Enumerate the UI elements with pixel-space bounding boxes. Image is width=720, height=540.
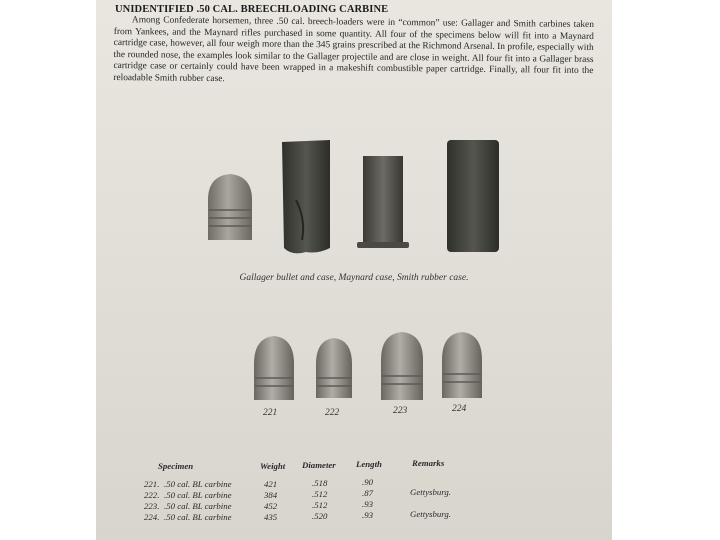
photo-caption: Gallager bullet and case, Maynard case, Smith rubber case. — [239, 273, 469, 283]
specimen-number-224: 224 — [452, 404, 467, 414]
smith-rubber-case — [447, 140, 499, 252]
book-page — [96, 0, 612, 540]
row-221-specimen: .50 cal. BL carbine — [164, 479, 232, 489]
row-223-length: .93 — [362, 499, 373, 509]
row-222-weight: 384 — [264, 490, 278, 500]
row-224-num: 224. — [144, 512, 160, 522]
header-remarks: Remarks — [412, 458, 445, 468]
section-heading: UNIDENTIFIED .50 CAL. BREECHLOADING CARBINE — [115, 4, 389, 15]
bullets-photo — [246, 328, 486, 408]
row-222-length: .87 — [362, 488, 373, 498]
row-224-remarks: Gettysburg. — [410, 509, 451, 519]
row-221-weight: 421 — [264, 479, 278, 489]
row-222-remarks: Gettysburg. — [410, 487, 451, 497]
row-224-weight: 435 — [264, 512, 278, 522]
header-length: Length — [356, 459, 382, 469]
bullet-223 — [381, 332, 423, 400]
row-224-diameter: .520 — [312, 511, 328, 521]
row-222-diameter: .512 — [312, 489, 328, 499]
row-223-specimen: .50 cal. BL carbine — [164, 501, 232, 511]
body-paragraph — [113, 15, 594, 90]
bullet-224 — [442, 332, 482, 398]
row-224-length: .93 — [362, 510, 373, 520]
gallager-case — [282, 140, 330, 253]
body-text: Among Confederate horsemen, three .50 cal. breech-loaders were in “common” use: Gallager and Smith carbines taken from Yankees, and the Maynard rifles purchased in some quantity. All four of the specimens below will fit into a Maynard cartridge case, however, all four weigh more than the 345 grains prescribed at the Richmond Arsenal. In profile, especially with the rounded nose, the examples look similar to the Gallager projectile and are close in weight. All four fit into a Gallager brass cartridge case or certainly could have been wrapped in a makeshift combustible paper cartridge. Finally, all four fit into the reloadable Smith rubber case. — [113, 15, 594, 85]
row-221-length: .90 — [362, 477, 373, 487]
gallager-bullet — [208, 174, 252, 240]
bullet-221 — [254, 336, 294, 400]
specimen-number-223: 223 — [393, 406, 408, 416]
bullet-222 — [316, 338, 352, 398]
row-223-num: 223. — [144, 501, 160, 511]
row-221-diameter: .518 — [312, 478, 328, 488]
row-222-specimen: .50 cal. BL carbine — [164, 490, 232, 500]
header-weight: Weight — [260, 461, 286, 471]
row-222-num: 222. — [144, 490, 160, 500]
specimen-number-221: 221 — [263, 408, 278, 418]
row-221-num: 221. — [144, 479, 160, 489]
row-223-diameter: .512 — [312, 500, 328, 510]
row-224-specimen: .50 cal. BL carbine — [164, 512, 232, 522]
header-diameter: Diameter — [302, 460, 336, 470]
specimen-number-222: 222 — [325, 408, 340, 418]
row-223-weight: 452 — [264, 501, 278, 511]
header-specimen: Specimen — [158, 461, 194, 471]
cartridge-cases-photo — [206, 130, 516, 260]
maynard-case — [357, 156, 409, 248]
